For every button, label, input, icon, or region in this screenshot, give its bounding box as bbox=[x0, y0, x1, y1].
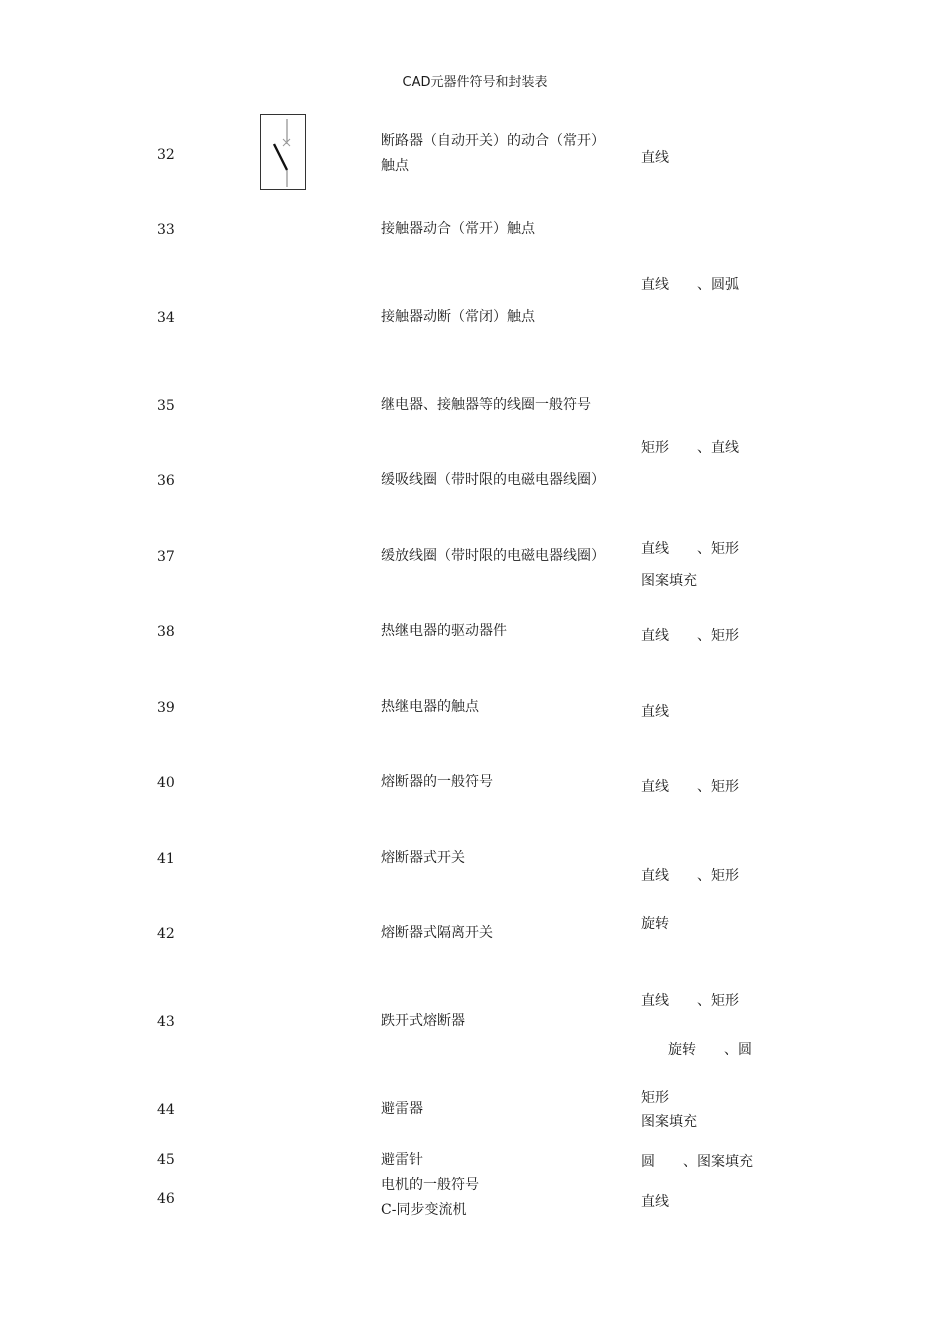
component-description: 跌开式熔断器 bbox=[381, 1013, 465, 1029]
drawing-method: 旋转 、圆 bbox=[668, 1042, 752, 1058]
component-description: 避雷针 bbox=[381, 1152, 423, 1168]
row-number: 34 bbox=[157, 310, 175, 326]
row-number: 46 bbox=[157, 1191, 175, 1207]
row-number: 39 bbox=[157, 700, 175, 716]
page-title: CAD元器件符号和封装表 bbox=[402, 75, 548, 90]
row-number: 44 bbox=[157, 1102, 175, 1118]
drawing-method: 旋转 bbox=[641, 916, 669, 932]
drawing-method: 直线 bbox=[641, 1194, 669, 1210]
drawing-method: 直线 、矩形 bbox=[641, 541, 739, 557]
drawing-method: 直线 、矩形 bbox=[641, 993, 739, 1009]
component-description: 热继电器的驱动器件 bbox=[381, 623, 507, 639]
circuit-breaker-symbol bbox=[260, 114, 306, 190]
row-number: 38 bbox=[157, 624, 175, 640]
component-description: 热继电器的触点 bbox=[381, 699, 479, 715]
drawing-method: 直线 、矩形 bbox=[641, 868, 739, 884]
component-description: 避雷器 bbox=[381, 1101, 423, 1117]
component-description: 熔断器式隔离开关 bbox=[381, 925, 493, 941]
component-description: 断路器（自动开关）的动合（常开） bbox=[381, 133, 605, 149]
drawing-method: 矩形 、直线 bbox=[641, 440, 739, 456]
component-description: C-同步变流机 bbox=[381, 1202, 467, 1218]
drawing-method: 图案填充 bbox=[641, 1114, 697, 1130]
row-number: 45 bbox=[157, 1152, 175, 1168]
component-description: 继电器、接触器等的线圈一般符号 bbox=[381, 397, 591, 413]
row-number: 36 bbox=[157, 473, 175, 489]
row-number: 42 bbox=[157, 926, 175, 942]
row-number: 43 bbox=[157, 1014, 175, 1030]
drawing-method: 矩形 bbox=[641, 1090, 669, 1106]
component-description: 触点 bbox=[381, 158, 409, 174]
drawing-method: 直线 、矩形 bbox=[641, 779, 739, 795]
row-number: 37 bbox=[157, 549, 175, 565]
component-description: 电机的一般符号 bbox=[381, 1177, 479, 1193]
row-number: 33 bbox=[157, 222, 175, 238]
drawing-method: 图案填充 bbox=[641, 573, 697, 589]
drawing-method: 直线 、矩形 bbox=[641, 628, 739, 644]
component-description: 熔断器式开关 bbox=[381, 850, 465, 866]
drawing-method: 直线 、圆弧 bbox=[641, 277, 739, 293]
component-description: 熔断器的一般符号 bbox=[381, 774, 493, 790]
component-description: 接触器动断（常闭）触点 bbox=[381, 309, 535, 325]
component-description: 缓放线圈（带时限的电磁电器线圈） bbox=[381, 548, 605, 564]
drawing-method: 直线 bbox=[641, 150, 669, 166]
component-description: 缓吸线圈（带时限的电磁电器线圈） bbox=[381, 472, 605, 488]
row-number: 41 bbox=[157, 851, 175, 867]
drawing-method: 直线 bbox=[641, 704, 669, 720]
drawing-method: 圆 、图案填充 bbox=[641, 1154, 753, 1170]
row-number: 35 bbox=[157, 398, 175, 414]
row-number: 32 bbox=[157, 147, 175, 163]
row-number: 40 bbox=[157, 775, 175, 791]
component-description: 接触器动合（常开）触点 bbox=[381, 221, 535, 237]
